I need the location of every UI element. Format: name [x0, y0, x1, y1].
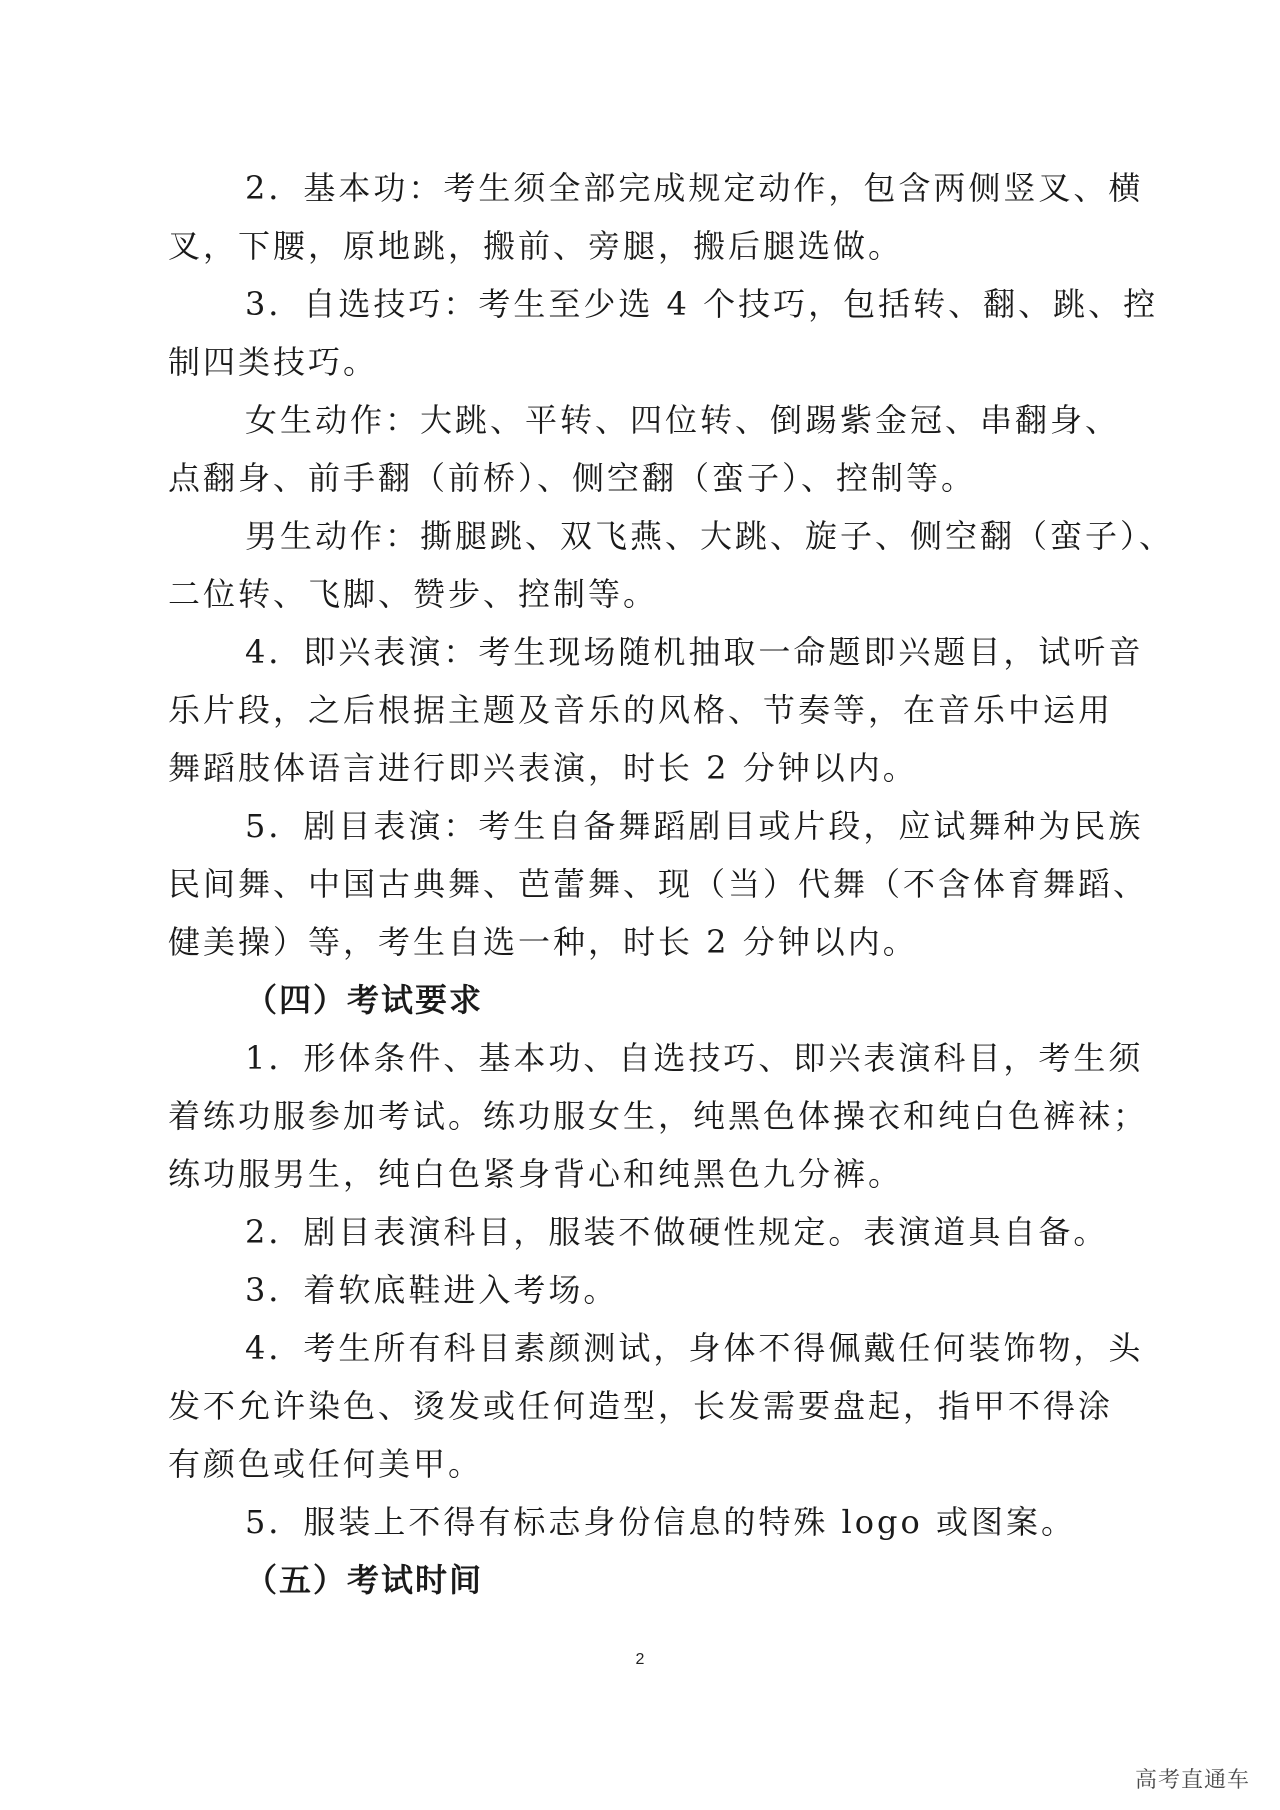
paragraph-line: 着练功服参加考试。练功服女生，纯黑色体操衣和纯白色裤袜； — [168, 1097, 1149, 1135]
paragraph-line: 练功服男生，纯白色紧身背心和纯黑色九分裤。 — [168, 1155, 904, 1193]
watermark: 高考直通车 — [1134, 1768, 1250, 1793]
paragraph-line: 2．剧目表演科目，服装不做硬性规定。表演道具自备。 — [245, 1213, 1109, 1251]
paragraph-line: 点翻身、前手翻（前桥）、侧空翻（蛮子）、控制等。 — [168, 459, 977, 497]
paragraph-line: 二位转、飞脚、赞步、控制等。 — [168, 575, 659, 613]
paragraph-line: 舞蹈肢体语言进行即兴表演，时长 2 分钟以内。 — [168, 749, 918, 787]
paragraph-line: 3．自选技巧：考生至少选 4 个技巧，包括转、翻、跳、控 — [245, 285, 1159, 323]
paragraph-line: 5．服装上不得有标志身份信息的特殊 logo 或图案。 — [245, 1503, 1076, 1541]
paragraph-line: 有颜色或任何美甲。 — [168, 1445, 484, 1483]
paragraph-line: 4．考生所有科目素颜测试，身体不得佩戴任何装饰物，头 — [245, 1329, 1144, 1367]
paragraph-line: 4．即兴表演：考生现场随机抽取一命题即兴题目，试听音 — [245, 633, 1144, 671]
paragraph-line: 发不允许染色、烫发或任何造型，长发需要盘起，指甲不得涂 — [168, 1387, 1114, 1425]
paragraph-line: 叉，下腰，原地跳，搬前、旁腿，搬后腿选做。 — [168, 227, 904, 265]
paragraph-line: 5．剧目表演：考生自备舞蹈剧目或片段，应试舞种为民族 — [245, 807, 1144, 845]
paragraph-line: 1．形体条件、基本功、自选技巧、即兴表演科目，考生须 — [245, 1039, 1144, 1077]
section-heading: （五）考试时间 — [245, 1561, 484, 1599]
paragraph-line: 民间舞、中国古典舞、芭蕾舞、现（当）代舞（不含体育舞蹈、 — [168, 865, 1149, 903]
paragraph-line: 健美操）等，考生自选一种，时长 2 分钟以内。 — [168, 923, 918, 961]
paragraph-line: 3．着软底鞋进入考场。 — [245, 1271, 619, 1309]
paragraph-line: 乐片段，之后根据主题及音乐的风格、节奏等，在音乐中运用 — [168, 691, 1114, 729]
paragraph-line: 男生动作：撕腿跳、双飞燕、大跳、旋子、侧空翻（蛮子）、 — [245, 517, 1175, 555]
paragraph-line: 制四类技巧。 — [168, 343, 379, 381]
paragraph-line: 女生动作：大跳、平转、四位转、倒踢紫金冠、串翻身、 — [245, 401, 1121, 439]
page-number: 2 — [635, 1651, 645, 1668]
paragraph-line: 2．基本功：考生须全部完成规定动作，包含两侧竖叉、横 — [245, 169, 1144, 207]
section-heading: （四）考试要求 — [245, 981, 484, 1019]
